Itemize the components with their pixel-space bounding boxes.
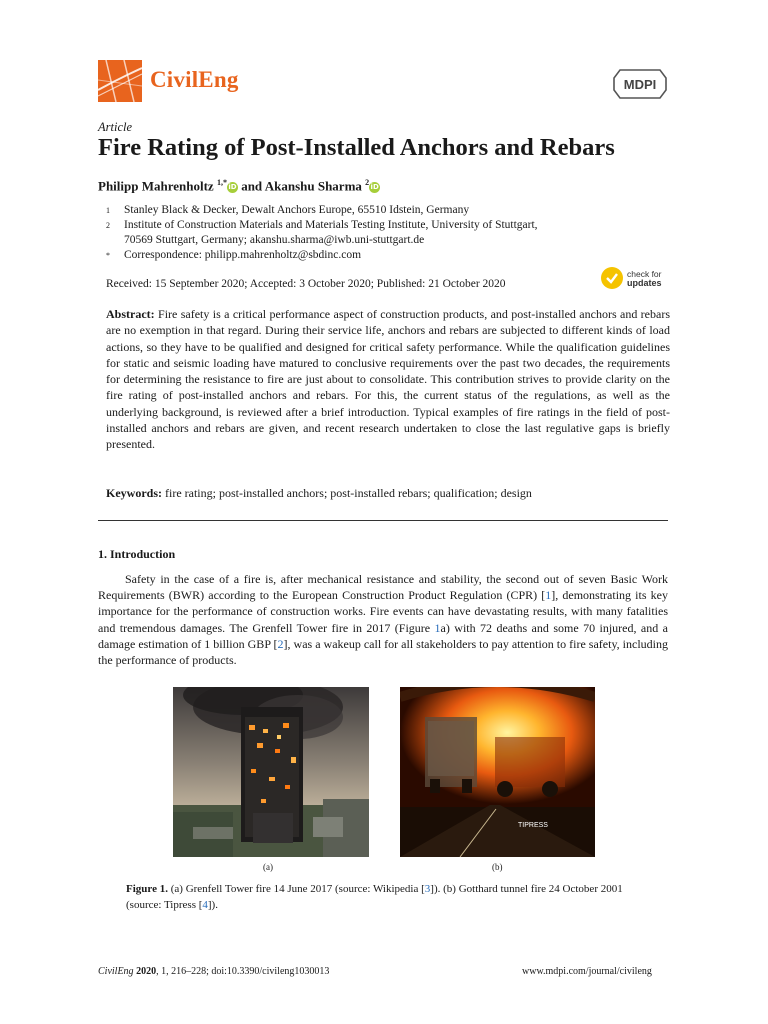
citation-link[interactable]: 3 <box>424 883 431 895</box>
affiliation-text: Correspondence: philipp.mahrenholtz@sbdinc.com <box>124 249 362 261</box>
intro-text: ], demonstrating its key importance for the performance of construction works. Fire events can have devastating results, with many fatalities and tremendous damages. The Grenfell Tower fire in 2017 (Figure <box>98 588 668 635</box>
author-list <box>98 178 380 194</box>
figure-image-grenfell-tower <box>173 687 369 857</box>
check-for-updates-button[interactable] <box>601 267 671 291</box>
caption-text: ]). <box>430 883 441 895</box>
figure-caption <box>126 881 646 913</box>
author-name[interactable]: Philipp Mahrenholtz <box>98 178 214 194</box>
footer-journal: CivilEng <box>98 966 134 977</box>
section-heading: 1. Introduction <box>98 547 176 561</box>
civileng-logo-icon <box>98 60 142 102</box>
caption-label: Figure 1. <box>126 883 168 895</box>
section-divider <box>98 520 668 521</box>
intro-text: a <box>440 620 446 635</box>
footer-citation <box>98 966 329 977</box>
caption-text: Gotthard tunnel fire 24 October 2001 (source: Tipress [ <box>126 883 623 911</box>
author-affiliation-mark: 2 <box>365 178 370 187</box>
mdpi-logo <box>612 68 668 100</box>
mdpi-logo-text: MDPI <box>623 77 657 92</box>
affiliation-mark: 1 <box>106 206 110 215</box>
intro-text: Safety in the case of a fire is, after mechanical resistance and stability, the second out of seven Basic Work Requirements (BWR) according to the European Construction Product Regulation (CPR) [ <box>98 572 668 603</box>
checkmark-icon <box>601 267 623 289</box>
page-title: Fire Rating of Post-Installed Anchors and Rebars <box>98 134 615 161</box>
citation-link[interactable]: 1 <box>545 588 552 603</box>
author-affiliation-mark: 1,* <box>216 178 227 187</box>
tipress-watermark: TIPRESS <box>518 822 548 829</box>
intro-paragraph <box>98 571 668 668</box>
footer-year: 2020 <box>136 966 157 977</box>
keywords <box>106 486 670 501</box>
affiliation-text: Institute of Construction Materials and Materials Testing Institute, University of Stuttgart, <box>124 219 538 231</box>
caption-text: Grenfell Tower fire 14 June 2017 (source: Wikipedia [ <box>182 883 425 895</box>
affiliation-mark: * <box>106 251 110 260</box>
abstract <box>106 306 670 453</box>
figure-link[interactable]: 1 <box>434 620 441 635</box>
abstract-text: Fire safety is a critical performance aspect of construction products, and post-installed anchors and rebars are no exemption in that regard. During their service life, anchors and rebars are subjected to different kinds of load actions, so they have to be qualified and designed for critical safety performance. While the qualification guidelines for static and seismic loading have matured to conclusive requirements over the past two decades, the requirements for determining the resistance to fire are just about to consolidate. This contribution strives to provide clarity on the fire rating of post-installed anchors and rebars. For this, the current status of the regulations, as well as the underlying background, is reviewed after a brief introduction. Typical examples of fire ratings in the field of post-installed anchors and rebars are given, and recent research undertaken to close the last regulative gaps is briefly presented. <box>106 307 670 452</box>
keywords-label: Keywords: <box>106 486 162 500</box>
affiliation-text: Stanley Black & Decker, Dewalt Anchors Europe, 65510 Idstein, Germany <box>124 204 470 216</box>
caption-mark-a: (a) <box>170 883 183 895</box>
author-name[interactable]: Akanshu Sharma <box>264 178 362 194</box>
article-type: Article <box>98 120 133 134</box>
journal-name: CivilEng <box>150 67 239 92</box>
footer-url[interactable]: www.mdpi.com/journal/civileng <box>522 966 652 977</box>
citation-link[interactable]: 4 <box>202 899 208 911</box>
check-for-updates-label-bold: updates <box>627 278 662 288</box>
orcid-icon[interactable]: iD <box>228 183 237 192</box>
caption-mark-b: (b) <box>443 883 456 895</box>
intro-text: ) with 72 deaths and some 70 injured, and a damage estimation of 1 billion GBP [ <box>98 620 668 651</box>
citation-link[interactable]: 2 <box>277 636 284 651</box>
author-connector: and <box>241 178 263 194</box>
affiliation-mark: 2 <box>106 221 110 230</box>
affiliation-text: 70569 Stuttgart, Germany; akanshu.sharma@iwb.uni-stuttgart.de <box>124 234 425 246</box>
subfigure-label-a: (a) <box>263 862 273 872</box>
orcid-icon[interactable]: iD <box>370 183 379 192</box>
publication-dates: Received: 15 September 2020; Accepted: 3 October 2020; Published: 21 October 2020 <box>106 278 506 290</box>
intro-text: ], was a wakeup call for all stakeholders to pay attention to fire safety, including the performance of products. <box>98 636 668 668</box>
keywords-text: fire rating; post-installed anchors; post-installed rebars; qualification; design <box>165 486 532 500</box>
abstract-label: Abstract: <box>106 307 155 321</box>
caption-text: ]). <box>207 899 218 911</box>
subfigure-label-b: (b) <box>492 862 503 872</box>
figure-image-gotthard-tunnel <box>400 687 595 857</box>
check-for-updates-label: check for <box>627 269 662 279</box>
footer-doi: , 1, 216–228; doi:10.3390/civileng1030013 <box>156 966 330 977</box>
